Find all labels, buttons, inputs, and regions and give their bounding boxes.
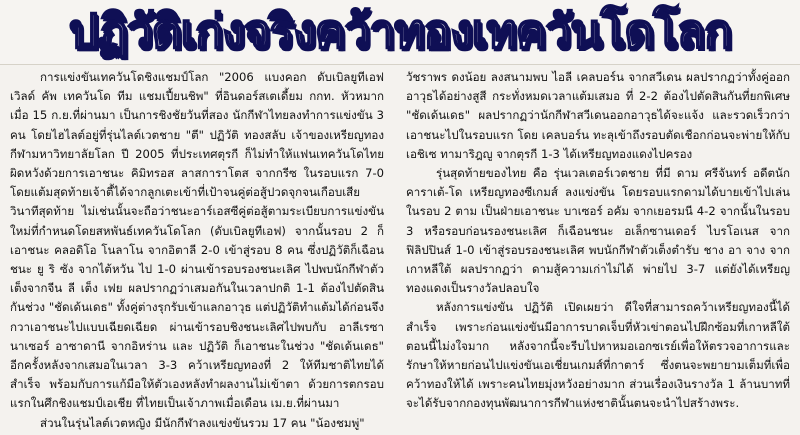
left-paragraph-1: การแข่งขันเทควันโดชิงแชมป์โลก "2006 แบงคอก ดับเบิลยูทีเอฟ เวิลด์ คัพ เทควันโด ทีม แชมเปี้ยนชิพ" ที่อินดอร์สเตเดี้ยม กกท. หัวหมาก เมื่อ 15 ก.ย.ที่ผ่านมา เป็นการชิงชัยวันที่สอง นักกีฬาไทยลงทำการแข่งขัน 3 คน โดยไฮไลต์อยู่ที่รุ่นไลต์เวตชาย "ตี" ปฏิวัติ ทองสลับ เจ้าของเหรียญทองกีฬามหาวิทยาลัยโลก ปี 2005 ที่ประเทศตุรกี ก็ไม่ทำให้แฟนเทควันโดไทยผิดหวังด้วยการเอาชนะ คิมิทรอส ลาสการาโตส จากกรีซ ในรอบแรก 7-0 โดยแต้มสุดท้ายเจ้าตี้ได้จากลูกเตะเข้าที่เป้าจนคู่ต่อสู้ปวดจุกจนเกือบเสียวินาทีสุดท้าย ไม่เช่นนั้นจะถือว่าชนะอาร์เอสซีคู่ต่อสู้ตามระเบียบการแข่งขันใหม่ที่กำหนดโดยสหพันธ์เทควันโดโลก (ดับเบิลยูทีเอฟ) จากนั้นรอบ 2 ก็เอาชนะ คลอดิโอ โนลาโน จากอิตาลี 2-0 เข้าสู่รอบ 8 คน ซึ่งปฏิวัติก็เฉือนชนะ ยู ริ ซัง จากไต้หวัน ไป 1-0 ผ่านเข้ารอบรองชนะเลิศ ไปพบนักกีฬาตัวเต็งจากจีน ลี เต็ง เฟย ผลปรากฏว่าเสมอกันในเวลาปกติ 1-1 ต้องไปตัดสินกันช่วง "ชัดเด้นเดธ" ทั้งคู่ต่างรุกรับเข้าแลกอาวุธ แต่ปฏิวัติทำแต้มได้ก่อนจึงกวาเอาชนะไปแบบเฉียดเฉียด ผ่านเข้ารอบชิงชนะเลิศไปพบกับ อาลีเรซา นาเซอร์ อาซาดานี จากอิหร่าน และ ปฏิวัติ ก็เอาชนะในช่วง "ชัดเด้นเดธ" อีกครั้งหลังจากเสมอในเวลา 3-3 คว้าเหรียญทองที่ 2 ให้ทีมชาติไทยได้สำเร็จ พร้อมกับการแก้มือให้ตัวเองหลังทำผลงานไม่เข้าตา ด้วยการตกรอบแรกในศึกชิงแชมป์เอเชีย ที่ไทยเป็นเจ้าภาพเมื่อเดือน เม.ย.ที่ผ่านมา (10, 70, 384, 411)
right-paragraph-1: วัชราพร ดงน้อย ลงสนามพบ ไอลี เคลบอร์น จากสวีเดน ผลปรากฏว่าทั้งคู่ออกอาวุธได้อย่างสูสี กระทั่งหมดเวลาแต้มเสมอ ที่ 2-2 ต้องไปตัดสินกันที่ยกพิเศษ "ชัดเด้นเดธ" ผลปรากฏว่านักกีฬาสวีเดนออกอาวุธได้จะแจ้ง และรวดเร็วกว่า เอาชนะไปในรอบแรก โดย เคลบอร์น ทะลุเข้าถึงรอบตัดเชือกก่อนจะพ่ายให้กับ เอชิเซ ทามาริฎญู จากตุรกี 1-3 ได้เหรียญทองแดงไปครอง (406, 70, 790, 161)
right-column (392, 66, 796, 432)
right-paragraph-2: รุ่นสุดท้ายของไทย คือ รุ่นเวลเตอร์เวตชาย ที่มี ดาม ศรีจันทร์ อดีตนักคาราเต้-โด เหรียญทองซีเกมส์ ลงแข่งขัน โดยรอบแรกดามได้บายเข้าไปเล่นในรอบ 2 ตาม เป็นฝ่ายเอาชนะ บาเซอร์ อคัม จากเยอรมนี 4-2 จากนั้นในรอบ 3 หรือรอบก่อนรองชนะเลิศ ก็เฉือนชนะ อเล็กซานเดอร์ ไบรโอเนส จากฟิลิปปินส์ 1-0 เข้าสู่รอบรองชนะเลิศ พบนักกีฬาตัวเต็งตำรับ ชาง อา จาง จากเกาหลีใต้ ผลปรากฏว่า ดามสู้ความเก่าไม่ได้ พ่ายไป 3-7 แต่ยังได้เหรียญทองแดงเป็นรางวัลปลอบใจ (406, 166, 790, 296)
right-paragraph-3: หลังการแข่งขัน ปฏิวัติ เปิดเผยว่า ดีใจที่สามารถคว้าเหรียญทองนี้ได้สำเร็จ เพราะก่อนแข่งขันมีอาการบาดเจ็บที่หัวเข่าตอนไปฝึกซ้อมที่เกาหลีใต้ ตอนนี้ไม่งใจมาก หลังจากนี้จะรีบไปหาหมอเอกซเรย์เพื่อให้ตรวจอาการและรักษาให้หายก่อนไปแข่งขันเอเชี่ยนเกมส์ที่กาตาร์ ซึ่งตนจะพยายามเต็มที่เพื่อคว้าทองให้ได้ เพราะคนไทยมุ่งหวังอย่างมาก ส่วนเรื่องเงินรางวัล 1 ล้านบาทที่จะได้รับจากกองทุนพัฒนาการกีฬาแห่งชาตินั้นตนจะนำไปสร้างพระ. (406, 300, 790, 411)
headline-area (0, 0, 800, 64)
headline-divider (0, 64, 800, 65)
left-column (4, 66, 392, 432)
headline: ปฏิวัติเก่งจริงคว้าทองเทควันโดโลก (68, 4, 732, 58)
left-paragraph-2: ส่วนในรุ่นไลต์เวตหญิง มีนักกีฬาลงแข่งขันรวม 17 คน "น้องชมพู่" (40, 415, 365, 430)
article-body (4, 66, 796, 432)
